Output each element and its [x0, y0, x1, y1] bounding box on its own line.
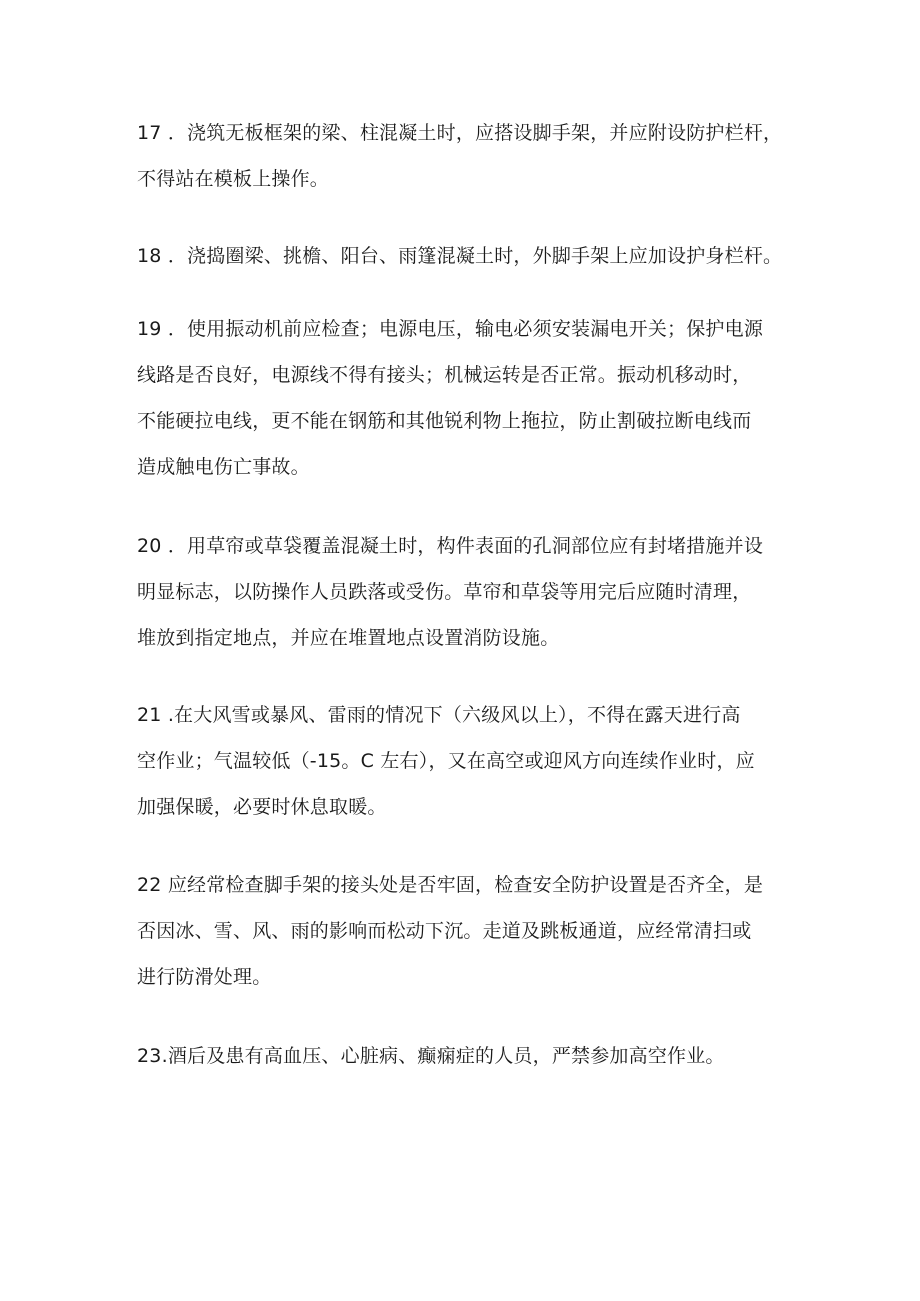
paragraph-line: 进行防滑处理。: [137, 966, 272, 988]
paragraph-19: [137, 306, 817, 490]
paragraph-17: [137, 110, 817, 202]
paragraph-line: 明显标志，以防操作人员跌落或受伤。草帘和草袋等用完后应随时清理，: [137, 581, 752, 603]
paragraph-line: 否因冰、雪、风、雨的影响而松动下沉。走道及跳板通道，应经常清扫或: [137, 920, 752, 942]
paragraph-line: 20 ．用草帘或草袋覆盖混凝土时，构件表面的孔洞部位应有封堵措施并设: [137, 535, 764, 557]
paragraph-line: 22 应经常检查脚手架的接头处是否牢固，检查安全防护设置是否齐全，是: [137, 874, 764, 896]
paragraph-line: 21 .在大风雪或暴风、雷雨的情况下（六级风以上），不得在露天进行高: [137, 704, 741, 726]
paragraph-21: [137, 692, 817, 830]
paragraph-line: 23.酒后及患有高血压、心脏病、癫痫症的人员，严禁参加高空作业。: [137, 1045, 725, 1067]
paragraph-22: [137, 862, 817, 1000]
paragraph-line: 18 ．浇捣圈梁、挑檐、阳台、雨篷混凝土时，外脚手架上应加设护身栏杆。: [137, 245, 783, 267]
paragraph-line: 17 ．浇筑无板框架的梁、柱混凝土时，应搭设脚手架，并应附设防护栏杆，: [137, 122, 783, 144]
paragraph-23: [137, 1033, 817, 1079]
paragraph-line: 线路是否良好，电源线不得有接头；机械运转是否正常。振动机移动时，: [137, 364, 752, 386]
paragraph-line: 空作业；气温较低（-15。C 左右），又在高空或迎风方向连续作业时，应: [137, 750, 755, 772]
paragraph-line: 不得站在模板上操作。: [137, 168, 330, 190]
paragraph-line: 不能硬拉电线，更不能在钢筋和其他锐利物上拖拉，防止割破拉断电线而: [137, 410, 752, 432]
paragraph-20: [137, 523, 817, 661]
paragraph-line: 加强保暖，必要时休息取暖。: [137, 796, 387, 818]
paragraph-line: 造成触电伤亡事故。: [137, 456, 310, 478]
paragraph-18: [137, 233, 817, 279]
paragraph-line: 19 ．使用振动机前应检查；电源电压，输电必须安装漏电开关；保护电源: [137, 318, 764, 340]
paragraph-line: 堆放到指定地点，并应在堆置地点设置消防设施。: [137, 627, 560, 649]
